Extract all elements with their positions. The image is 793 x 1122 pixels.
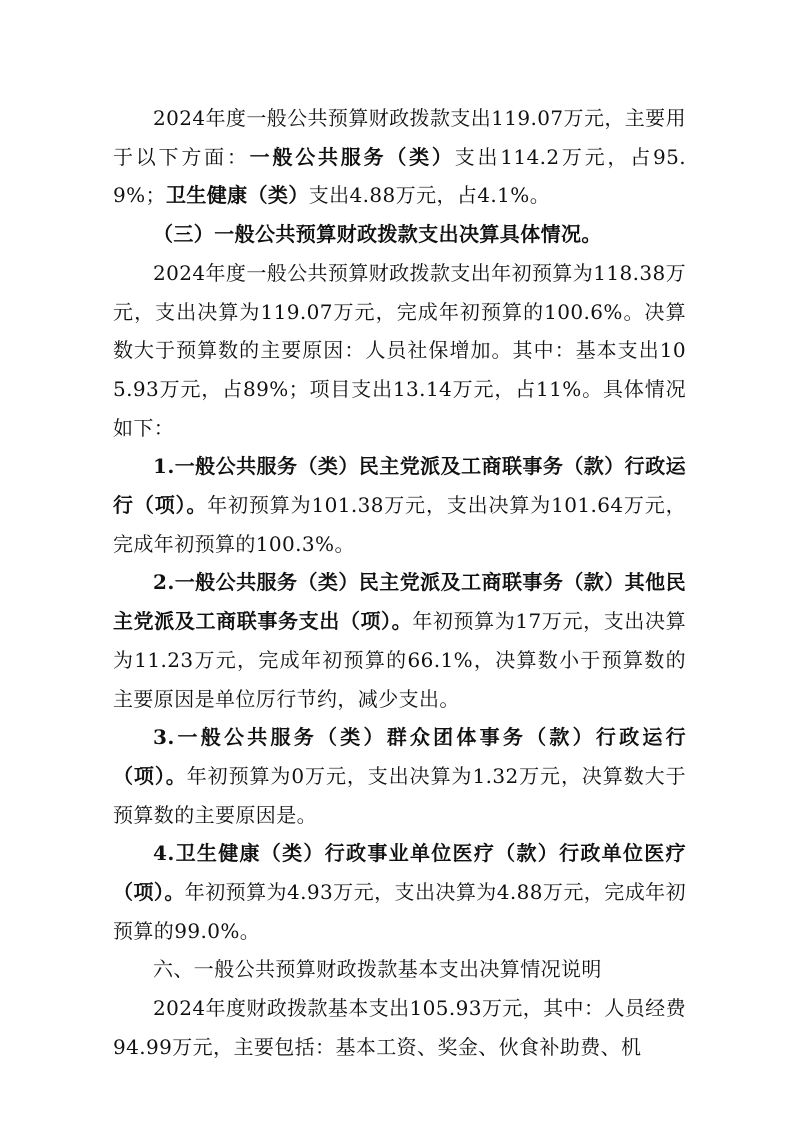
text-segment: 年初预算为101.38万元，支出决算为101.64万元，完成年初预算的100.3%。 — [113, 493, 686, 556]
text-segment: 2024年度一般公共预算财政拨款支出119.07万元，主要用于以下方面： — [113, 106, 686, 169]
paragraph-expenditure-summary — [113, 99, 686, 215]
text-segment: 2024年度财政拨款基本支出105.93万元，其中：人员经费94.99万元，主要包括：基本工资、奖金、伙食补助费、机 — [113, 996, 686, 1059]
paragraph-item-4 — [113, 834, 686, 950]
text-segment: 年初预算为0万元，支出决算为1.32万元，决算数大于预算数的主要原因是。 — [113, 763, 686, 827]
text-segment-bold: 1.一般公共服务（类）民主党派及工商联事务（款）行政运行（项）。 — [113, 454, 686, 518]
text-segment: 六、一般公共预算财政拨款基本支出决算情况说明 — [153, 957, 602, 982]
paragraph-budget-overview — [113, 254, 686, 448]
paragraph-item-2 — [113, 563, 686, 718]
section-heading-6 — [113, 950, 686, 989]
paragraph-item-3 — [113, 718, 686, 834]
paragraph-basic-expenditure — [113, 989, 686, 1066]
text-segment: 支出4.88万元，占4.1%。 — [308, 183, 551, 208]
paragraph-item-1 — [113, 447, 686, 563]
text-segment-bold: 3.一般公共服务（类）群众团体事务（款）行政运行（项）。 — [113, 725, 686, 788]
text-segment: 年初预算为4.93万元，支出决算为4.88万元，完成年初预算的99.0%。 — [113, 880, 686, 943]
text-segment-bold: 卫生健康（类） — [165, 183, 309, 208]
text-segment-bold: 4.卫生健康（类）行政事业单位医疗（款）行政单位医疗（项）。 — [113, 841, 686, 905]
text-segment-bold: 一般公共服务（类） — [249, 144, 455, 169]
text-segment: 支出114.2万元，占95.9%； — [113, 144, 686, 208]
document-body — [113, 99, 686, 1067]
text-segment-bold: （三）一般公共预算财政拨款支出决算具体情况。 — [153, 222, 602, 247]
text-segment: 年初预算为17万元，支出决算为11.23万元，完成年初预算的66.1%，决算数小于预算数的主要原因是单位厉行节约，减少支出。 — [113, 609, 687, 711]
section-heading-3 — [113, 215, 686, 254]
text-segment: 2024年度一般公共预算财政拨款支出年初预算为118.38万元，支出决算为119.07万元，完成年初预算的100.6%。决算数大于预算数的主要原因：人员社保增加。其中：基本支出105.93万元，占89%；项目支出13.14万元，占11%。具体情况如下： — [113, 260, 686, 440]
text-segment-bold: 2.一般公共服务（类）民主党派及工商联事务（款）其他民主党派及工商联事务支出（项）。 — [113, 570, 686, 634]
